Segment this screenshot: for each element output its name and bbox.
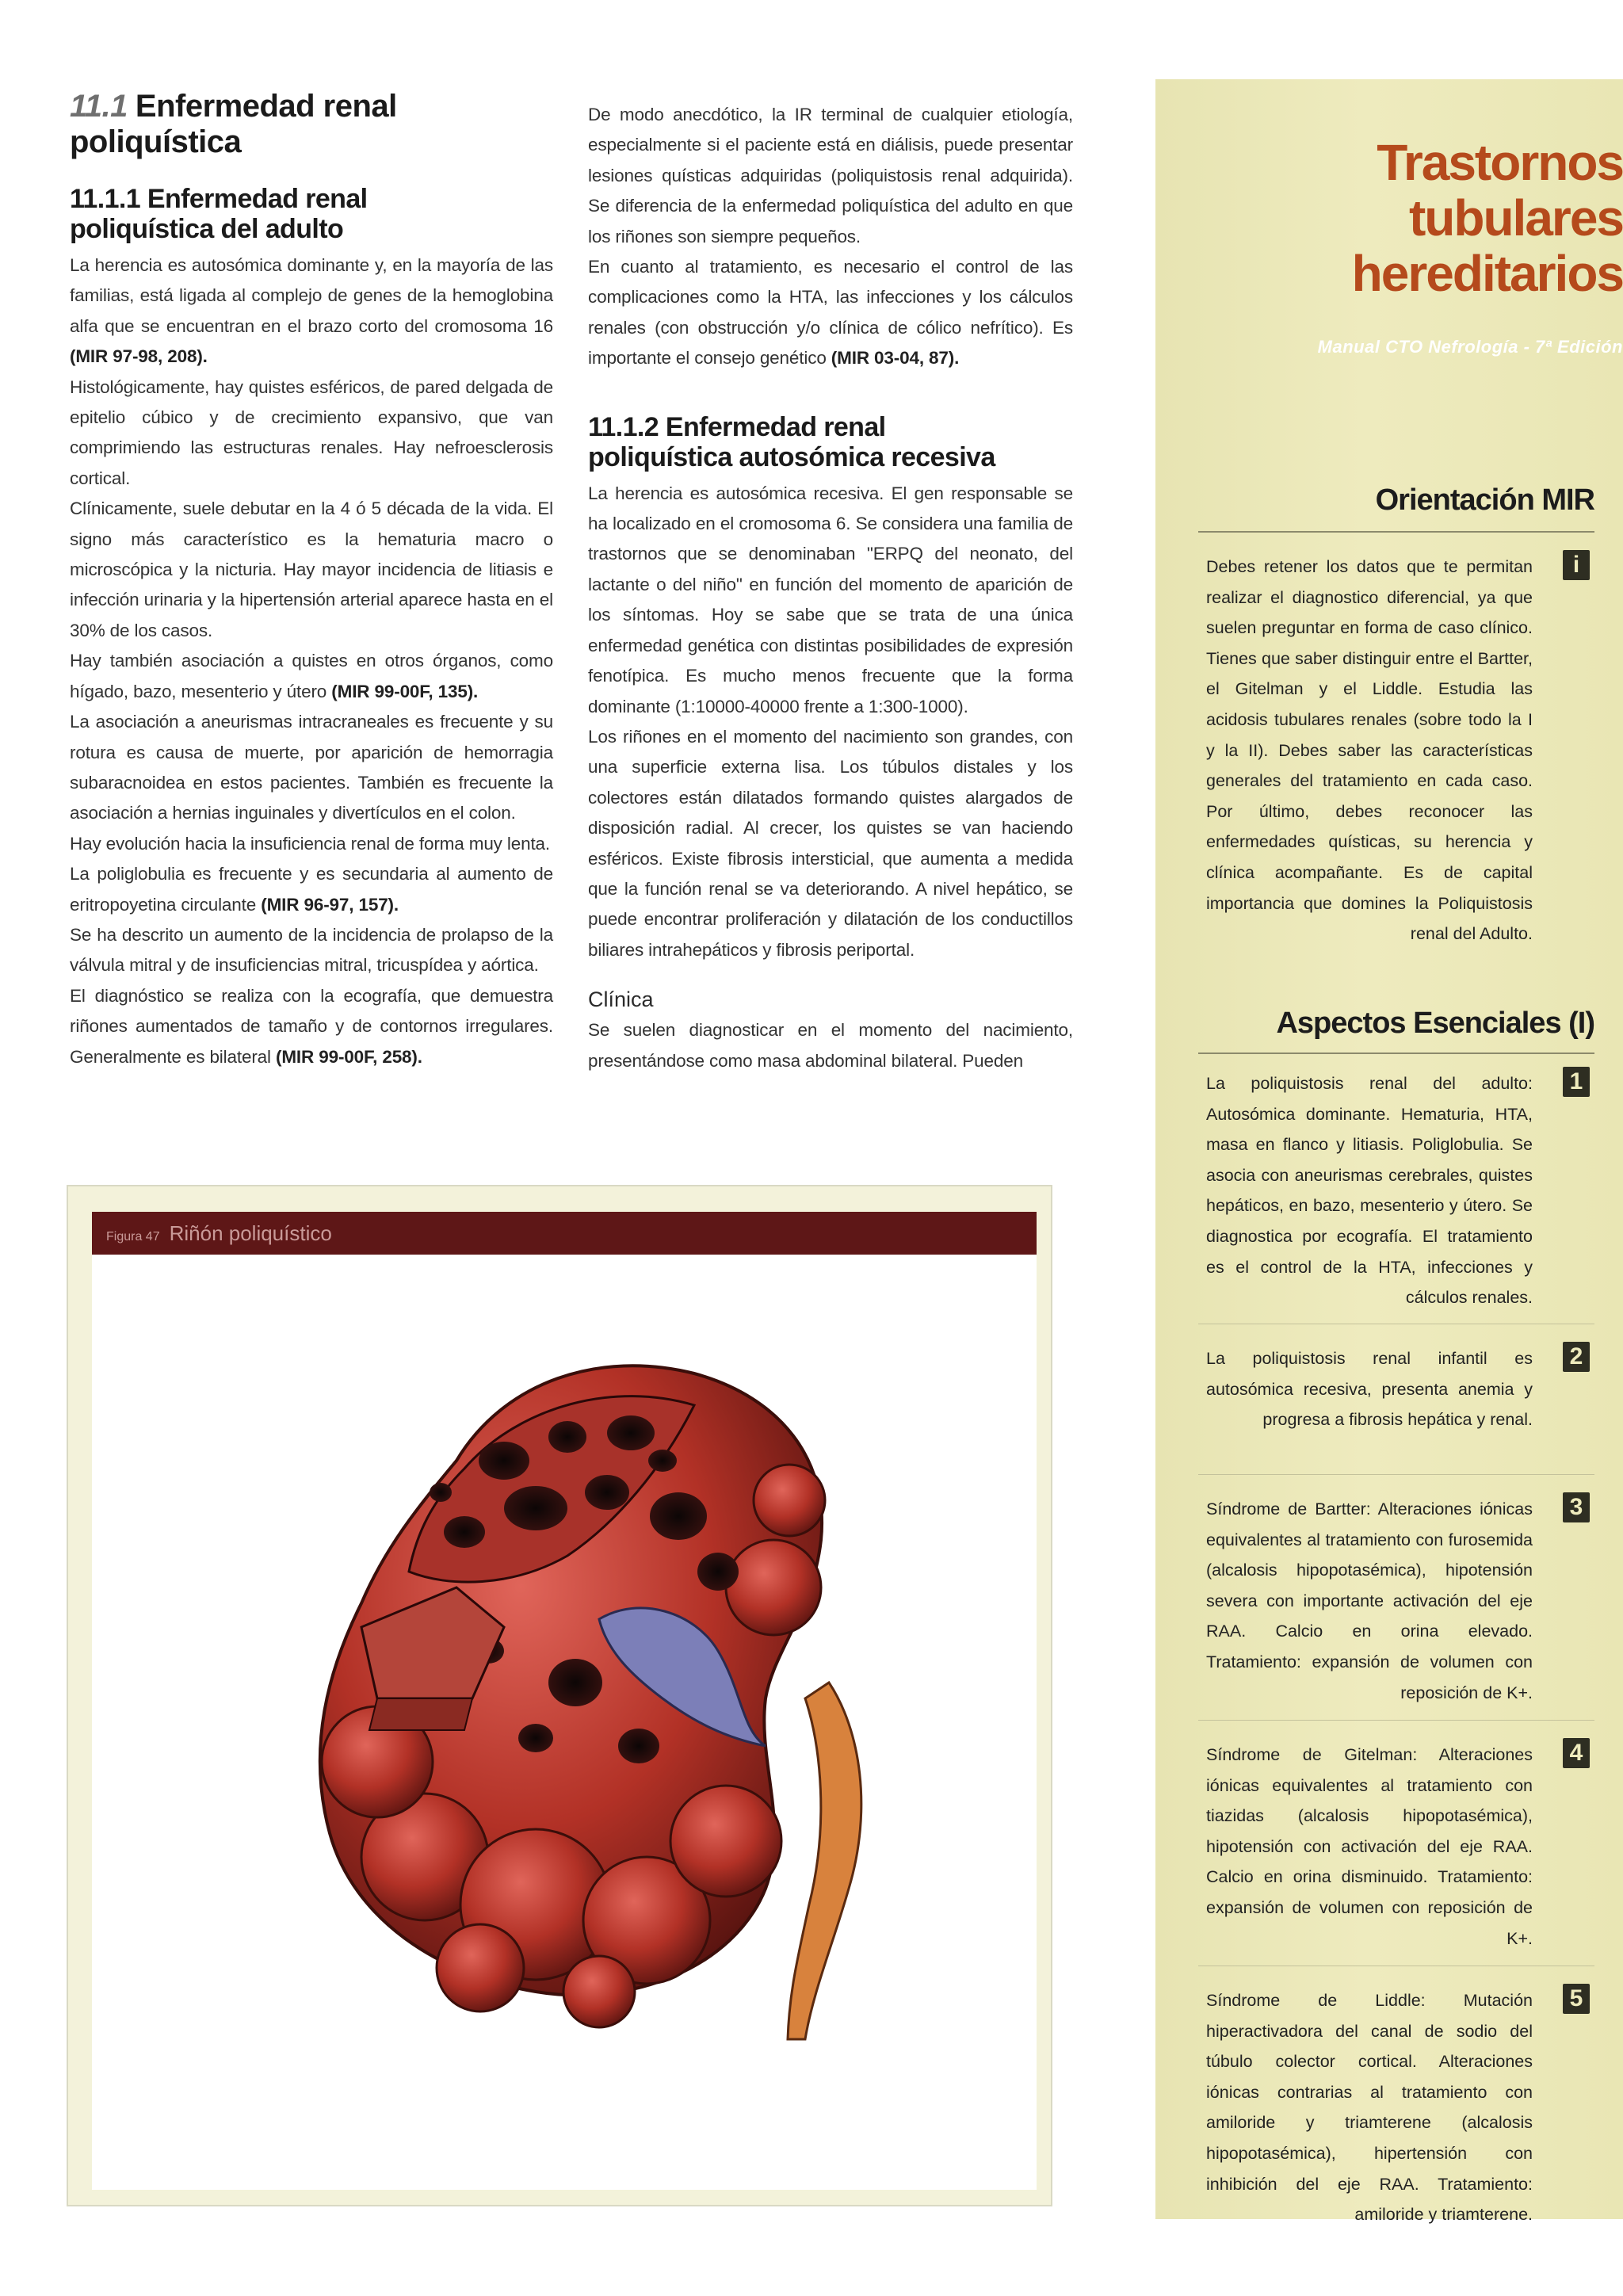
chapter-title — [1352, 135, 1623, 301]
aspectos-heading: Aspectos Esenciales (I) — [1276, 1007, 1594, 1040]
aspecto-text: La poliquistosis renal del adulto: Autosómica dominante. Hematuria, HTA, masa en flanco y litiasis. Poliglobulia. Se asocia con aneurismas cerebrales, quistes hepáticos, en bazo, mesenterio y útero. Se diagnostica por ecografía. El tratamiento es el control de la HTA, infecciones y cálculos renales. — [1206, 1074, 1533, 1308]
paragraph — [70, 981, 553, 1072]
paragraph — [70, 859, 553, 920]
divider — [1198, 531, 1594, 533]
mir-reference: (MIR 03-04, 87). — [831, 348, 960, 369]
polycystic-kidney-illustration — [92, 1255, 1037, 2190]
number-badge: 1 — [1563, 1067, 1590, 1097]
chapter-title-line-1: Trastornos — [1377, 134, 1623, 191]
subsection-title-line-1: 11.1.2 Enfermedad renal — [588, 411, 886, 442]
aspecto-text: Síndrome de Liddle: Mutación hiperactivadora del canal de sodio del túbulo colector cortical. Alteraciones iónicas contrarias al tratamiento con amiloride y triamterene (alcalosis hipopotasémica), hipertensión con inhibición del eje RAA. Tratamiento: amiloride y triamterene. — [1206, 1991, 1533, 2225]
aspecto-item-2 — [1198, 1324, 1594, 1435]
aspecto-text: Síndrome de Bartter: Alteraciones iónicas equivalentes al tratamiento con furosemida (alcalosis hipopotasémica), hipotensión severa con importante activación del eje RAA. Calcio en orina elevado. Tratamiento: expansión de volumen con reposición de K+. — [1206, 1499, 1533, 1702]
info-badge: i — [1563, 550, 1590, 580]
paragraph: La herencia es autosómica recesiva. El gen responsable se ha localizado en el cromosoma 6. Se considera una familia de trastornos que se denominaban "ERPQ del neonato, del lactante o del niño" en función del momento de aparición de los síntomas. Hoy se sabe que se trata de una única enfermedad genética con distintas posibilidades de expresión fenotípica. Es mucho menos frecuente que la forma dominante (1:10000-40000 frente a 1:300-1000). — [588, 483, 1073, 716]
paragraph: Histológicamente, hay quistes esféricos, de pared delgada de epitelio cúbico y de crecimiento expansivo, que van comprimiendo las estructuras renales. Hay nefroesclerosis cortical. — [70, 376, 553, 488]
aspecto-item-3 — [1198, 1474, 1594, 1708]
number-badge: 2 — [1563, 1342, 1590, 1372]
sidebar — [1155, 79, 1623, 2225]
left-column — [70, 89, 553, 1072]
paragraph-text: El diagnóstico se realiza con la ecografía, que demuestra riñones aumentados de tamaño y de contornos irregulares. Generalmente es bilateral — [70, 985, 553, 1067]
orientacion-heading: Orientación MIR — [1375, 483, 1594, 517]
clinica-heading: Clínica — [588, 988, 654, 1012]
paragraph-text: La poliglobulia es frecuente y es secundaria al aumento de eritropoyetina circulante — [70, 864, 553, 915]
paragraph-text: Hay también asociación a quistes en otros órganos, como hígado, bazo, mesenterio y útero — [70, 651, 553, 701]
subsection-title-line-1: 11.1.1 Enfermedad renal — [70, 184, 368, 214]
orientacion-text: Debes retener los datos que te permitan realizar el diagnostico diferencial, ya que suelen preguntar en forma de caso clínico. Tienes que saber distinguir entre el Bartter, el Gitelman y el Liddle. Estudia las acidosis tubulares renales (sobre todo la I y la II). Debes saber las características generales del tratamiento en cada caso. Por último, debes reconocer las enfermedades quísticas, su herencia y clínica acompañante. Es de capital importancia que domines la Poliquistosis renal del Adulto. — [1206, 557, 1533, 944]
subsection-title-adult — [70, 184, 553, 244]
subsection-title-line-2: poliquística del adulto — [70, 214, 344, 244]
figure-header — [92, 1212, 1037, 1255]
paragraph: Hay evolución hacia la insuficiencia renal de forma muy lenta. — [70, 833, 551, 854]
number-badge: 3 — [1563, 1492, 1590, 1522]
paragraph — [70, 250, 553, 372]
aspecto-item-5 — [1198, 1966, 1594, 2230]
subsection-title-line-2: poliquística autosómica recesiva — [588, 441, 995, 472]
orientacion-box — [1198, 544, 1594, 949]
mir-reference: (MIR 99-00F, 135). — [331, 681, 479, 701]
paragraph: Se suelen diagnosticar en el momento del nacimiento, presentándose como masa abdominal bilateral. Pueden — [588, 1020, 1073, 1071]
mir-reference: (MIR 97-98, 208). — [70, 346, 208, 367]
figure-title: Riñón poliquístico — [169, 1221, 332, 1245]
figure-canvas — [92, 1255, 1037, 2190]
mir-reference: (MIR 96-97, 157). — [261, 894, 399, 915]
paragraph: Se ha descrito un aumento de la incidencia de prolapso de la válvula mitral y de insuficiencias mitral, tricuspídea y aórtica. — [70, 924, 553, 976]
manual-title: Manual CTO Nefrología - 7ª Edición — [1317, 337, 1623, 357]
paragraph: Clínicamente, suele debutar en la 4 ó 5 década de la vida. El signo más característico es la hematuria macro o microscópica y la nicturia. Hay mayor incidencia de litiasis e infección urinaria y la hipertensión arterial aparece hasta en el 30% de los casos. — [70, 499, 553, 640]
paragraph — [588, 252, 1073, 374]
paragraph: De modo anecdótico, la IR terminal de cualquier etiología, especialmente si el paciente está en diálisis, puede presentar lesiones quísticas adquiridas (poliquistosis renal adquirida). Se diferencia de la enfermedad poliquística del adulto en que los riñones son siempre pequeños. — [588, 105, 1073, 246]
mir-reference: (MIR 99-00F, 258). — [276, 1046, 422, 1067]
paragraph-text: En cuanto al tratamiento, es necesario el control de las complicaciones como la HTA, las infecciones y los cálculos renales (con obstrucción y/o clínica de cólico nefrítico). Es importante el consejo genético — [588, 257, 1073, 369]
paragraph — [70, 646, 553, 707]
chapter-title-line-2: tubulares — [1408, 189, 1623, 246]
aspecto-item-4 — [1198, 1720, 1594, 1954]
number-badge: 5 — [1563, 1984, 1590, 2014]
right-column — [588, 100, 1073, 1076]
aspecto-item-1 — [1198, 1059, 1594, 1313]
figure-label: Figura 47 — [106, 1230, 160, 1244]
subsection-title-recessive — [588, 412, 1073, 472]
chapter-title-line-3: hereditarios — [1351, 245, 1623, 302]
number-badge: 4 — [1563, 1738, 1590, 1768]
paragraph: La asociación a aneurismas intracraneales es frecuente y su rotura es causa de muerte, por aparición de hemorragia subaracnoidea en estos pacientes. También es frecuente la asociación a hernias inguinales y divertículos en el colon. — [70, 712, 553, 823]
section-title — [70, 89, 553, 160]
section-title-text: Enfermedad renal poliquística — [70, 89, 397, 159]
paragraph-text: La herencia es autosómica dominante y, en la mayoría de las familias, está ligada al complejo de genes de la hemoglobina alfa que se encuentran en el brazo corto del cromosoma 16 — [70, 255, 553, 336]
aspecto-text: La poliquistosis renal infantil es autosómica recesiva, presenta anemia y progresa a fibrosis hepática y renal. — [1206, 1349, 1533, 1430]
figure-box — [67, 1185, 1052, 2206]
section-number: 11.1 — [70, 89, 128, 124]
aspecto-text: Síndrome de Gitelman: Alteraciones iónicas equivalentes al tratamiento con tiazidas (alcalosis hipopotasémica), hipotensión con activación del eje RAA. Calcio en orina disminuido. Tratamiento: expansión de volumen con reposición de K+. — [1206, 1745, 1533, 1948]
divider — [1198, 1052, 1594, 1054]
paragraph: Los riñones en el momento del nacimiento son grandes, con una superficie externa lisa. Los túbulos distales y los colectores están dilatados formando quistes alargados de disposición radial. Al crecer, los quistes se van haciendo esféricos. Existe fibrosis intersticial, que aumenta a medida que la función renal se va deteriorando. A nivel hepático, se puede encontrar proliferación y dilatación de los conductillos biliares intrahepáticos y fibrosis periportal. — [588, 726, 1073, 960]
